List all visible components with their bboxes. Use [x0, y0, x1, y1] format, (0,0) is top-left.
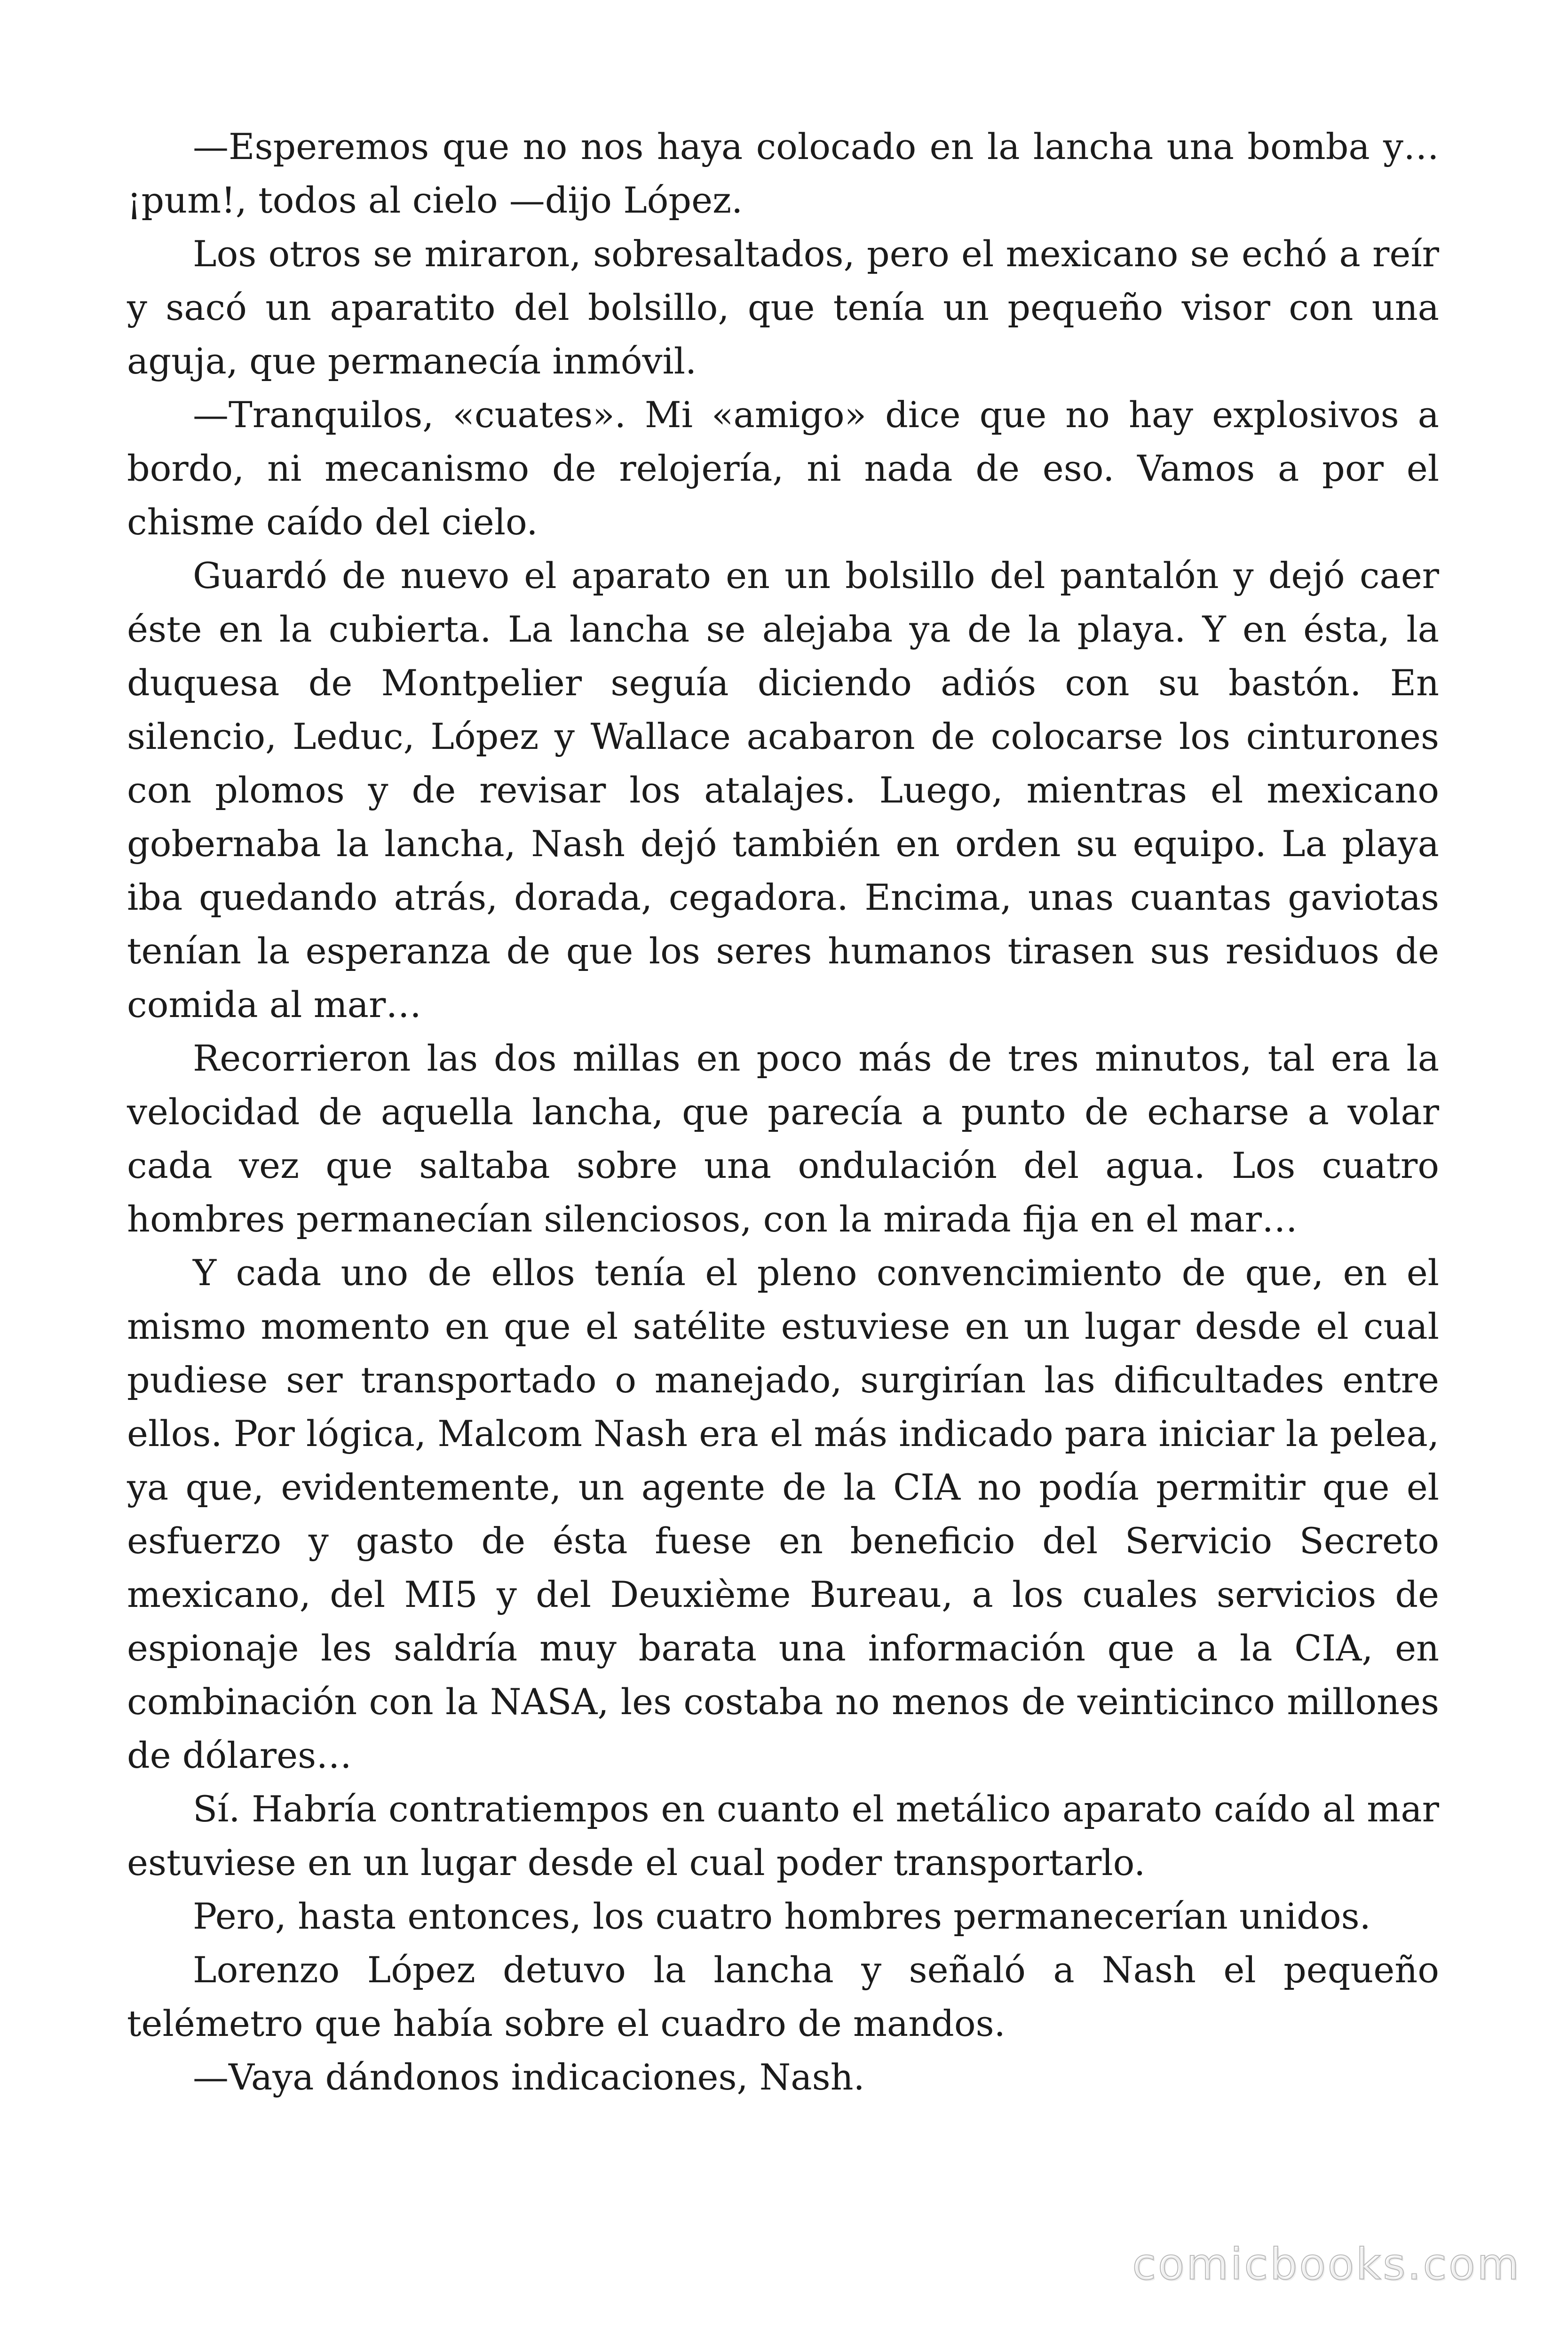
paragraph: Guardó de nuevo el aparato en un bolsillo del pantalón y dejó caer éste en la cubierta. La lancha se alejaba ya de la playa. Y en ésta, la duquesa de Montpelier seguía diciendo adiós con su bastón. En silencio, Leduc, López y Wallace acabaron de colocarse los cinturones con plomos y de revisar los atalajes. Luego, mientras el mexicano gobernaba la lancha, Nash dejó también en orden su equipo. La playa iba quedando atrás, dorada, cegadora. Encima, unas cuantas gaviotas tenían la esperanza de que los seres humanos tirasen sus residuos de comida al mar… — [127, 555, 1439, 1025]
paragraph: —Tranquilos, «cuates». Mi «amigo» dice que no hay explosivos a bordo, ni mecanismo de relojería, ni nada de eso. Vamos a por el chisme caído del cielo. — [127, 394, 1439, 543]
paragraph: Los otros se miraron, sobresaltados, pero el mexicano se echó a reír y sacó un aparatito del bolsillo, que tenía un pequeño visor con una aguja, que permanecía inmóvil. — [127, 233, 1439, 382]
paragraph: —Vaya dándonos indicaciones, Nash. — [193, 2056, 865, 2098]
paragraph: Lorenzo López detuvo la lancha y señaló a Nash el pequeño telémetro que había sobre el cuadro de mandos. — [127, 1949, 1439, 2044]
body-text — [127, 120, 1439, 2104]
paragraph: Pero, hasta entonces, los cuatro hombres permanecerían unidos. — [193, 1895, 1371, 1937]
watermark: comicbooks.com — [1132, 2239, 1521, 2289]
paragraph: Sí. Habría contratiempos en cuanto el metálico aparato caído al mar estuviese en un lugar desde el cual poder transportarlo. — [127, 1788, 1439, 1883]
paragraph: Y cada uno de ellos tenía el pleno convencimiento de que, en el mismo momento en que el satélite estuviese en un lugar desde el cual pudiese ser transportado o manejado, surgirían las dificultades entre ellos. Por lógica, Malcom Nash era el más indicado para iniciar la pelea, ya que, evidentemente, un agente de la CIA no podía permitir que el esfuerzo y gasto de ésta fuese en beneficio del Servicio Secreto mexicano, del MI5 y del Deuxième Bureau, a los cuales servicios de espionaje les saldría muy barata una información que a la CIA, en combinación con la NASA, les costaba no menos de veinticinco millones de dólares… — [127, 1252, 1439, 1776]
paragraph: Recorrieron las dos millas en poco más de tres minutos, tal era la velocidad de aquella lancha, que parecía a punto de echarse a volar cada vez que saltaba sobre una ondulación del agua. Los cuatro hombres permanecían silenciosos, con la mirada fija en el mar… — [127, 1037, 1439, 1240]
paragraph: —Esperemos que no nos haya colocado en la lancha una bomba y… ¡pum!, todos al cielo —dijo López. — [127, 126, 1439, 221]
